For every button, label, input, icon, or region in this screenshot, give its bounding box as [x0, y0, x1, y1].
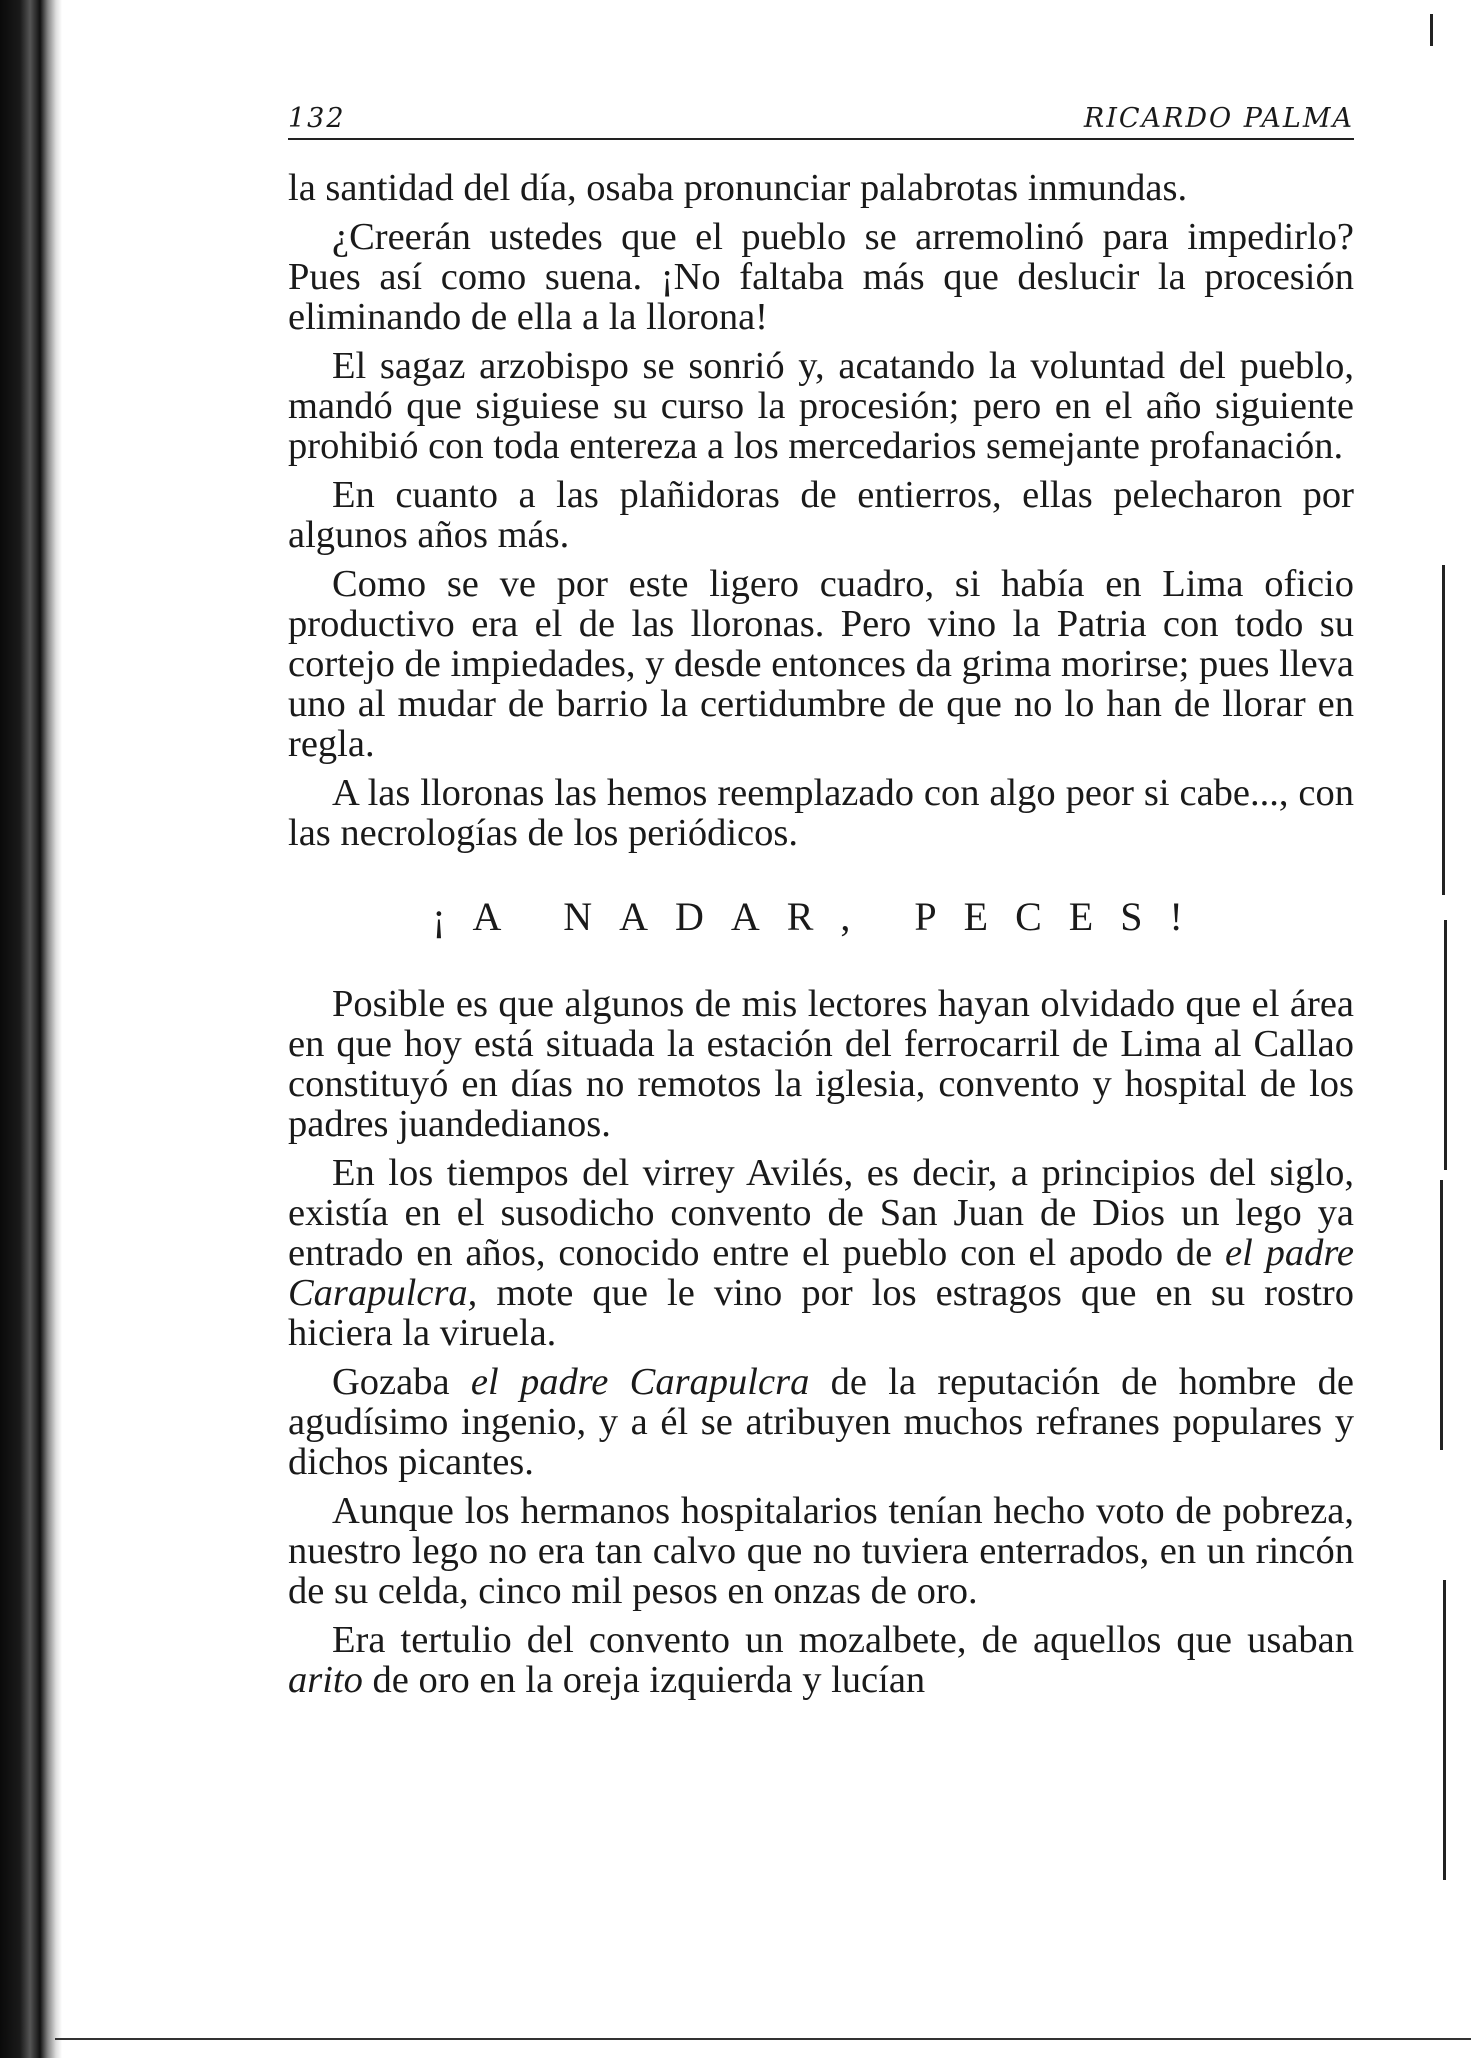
paragraph: Posible es que algunos de mis lectores hayan olvidado que el área en que hoy está situada la estación del ferrocarril de Lima al Callao constituyó en días no remotos la iglesia, convento y hospital de los padres juandedianos. [288, 983, 1354, 1145]
scan-margin-line-2 [1444, 920, 1447, 1170]
italic-term: arito [288, 1659, 363, 1701]
paragraph: El sagaz arzobispo se sonrió y, acatando la voluntad del pueblo, mandó que siguiese su curso la procesión; pero en el año siguiente prohibió con toda entereza a los mercedarios semejante profanación. [288, 345, 1354, 467]
paragraph: A las lloronas las hemos reemplazado con algo peor si cabe..., con las necrologías de los periódicos. [288, 772, 1354, 854]
paragraph: la santidad del día, osaba pronunciar palabrotas inmundas. [288, 167, 1188, 209]
text-run: de la reputación de hombre de agudísimo ingenio, y a él se atribuyen muchos refranes populares y dichos picantes. [288, 1361, 1354, 1483]
paragraph [288, 1153, 1354, 1353]
paragraph [288, 1620, 1354, 1700]
text-run: En los tiempos del virrey Avilés, es decir, a principios del siglo, existía en el susodicho convento de San Juan de Dios un lego ya entrado en años, conocido entre el pueblo con el apodo de [288, 1152, 1354, 1274]
text-run: Gozaba [332, 1361, 471, 1403]
text-run: de oro en la oreja izquierda y lucían [362, 1659, 926, 1701]
text-run: mote que le vino por los estragos que en su rostro hiciera la viruela. [288, 1272, 1354, 1354]
book-page [288, 103, 1354, 1709]
running-title: RICARDO PALMA [1083, 103, 1354, 134]
section-title: ¡A NADAR, PECES! [432, 894, 1210, 939]
scan-bottom-rule [55, 2038, 1471, 2040]
paragraph: Como se ve por este ligero cuadro, si había en Lima oficio productivo era el de las lloronas. Pero vino la Patria con todo su cortejo de impiedades, y desde entonces da grima morirse; pues lleva uno al mudar de barrio la certidumbre de que no lo han de llorar en regla. [288, 563, 1354, 765]
scan-margin-line-3 [1440, 1180, 1443, 1450]
page-header [288, 103, 1354, 140]
paragraph: En cuanto a las plañidoras de entierros, ellas pelecharon por algunos años más. [288, 474, 1354, 556]
page-number: 132 [288, 103, 346, 134]
paragraph: Aunque los hermanos hospitalarios tenían hecho voto de pobreza, nuestro lego no era tan calvo que no tuviera enterrados, en un rincón de su celda, cinco mil pesos en onzas de oro. [288, 1490, 1354, 1612]
paragraph: ¿Creerán ustedes que el pueblo se arremolinó para impedirlo? Pues así como suena. ¡No faltaba más que deslucir la procesión eliminando de ella a la llorona! [288, 216, 1354, 338]
paragraph [288, 1362, 1354, 1482]
italic-nickname: el padre Carapulcra [470, 1361, 810, 1403]
text-run: Era tertulio del convento un mozalbete, de aquellos que usaban [332, 1619, 1354, 1661]
scan-margin-line-top [1430, 14, 1433, 46]
body-text [288, 168, 1354, 1700]
scan-margin-line-4 [1443, 1580, 1446, 1880]
italic-nickname: el padre Carapulcra, [288, 1232, 1354, 1314]
book-binding-edge [0, 0, 62, 2058]
scan-margin-line-1 [1442, 565, 1445, 895]
